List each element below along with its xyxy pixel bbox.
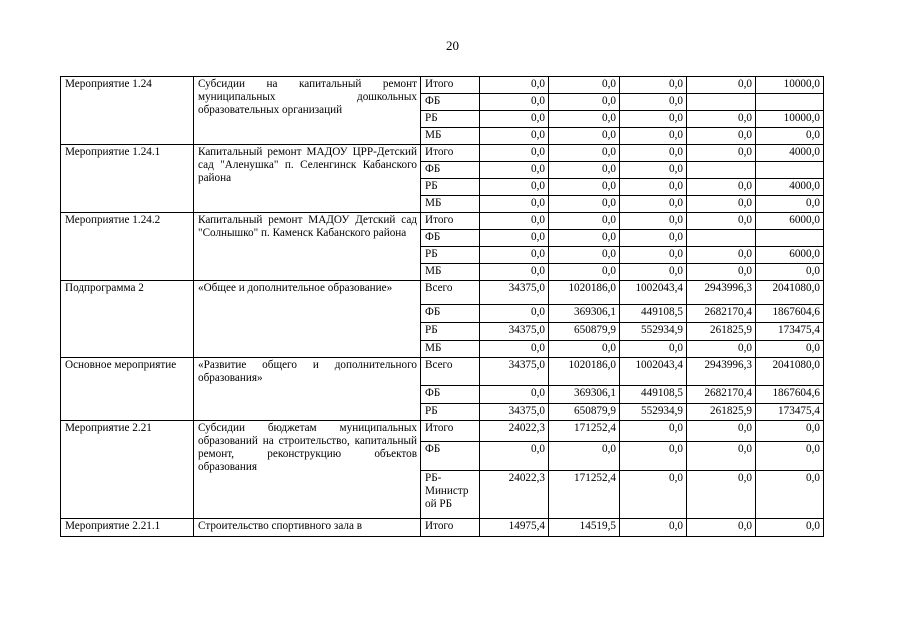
amount-cell: 0,0: [756, 421, 824, 442]
amount-cell: 0,0: [756, 128, 824, 145]
amount-cell: 0,0: [687, 179, 756, 196]
amount-cell: 10000,0: [756, 77, 824, 94]
amount-cell: 0,0: [687, 247, 756, 264]
amount-cell: 2682170,4: [687, 305, 756, 323]
amount-cell: 0,0: [549, 145, 620, 162]
amount-cell: 0,0: [549, 128, 620, 145]
amount-cell: 0,0: [620, 128, 687, 145]
amount-cell: 0,0: [549, 264, 620, 281]
amount-cell: 34375,0: [480, 358, 549, 386]
amount-cell: 0,0: [620, 471, 687, 519]
amount-cell: 0,0: [687, 128, 756, 145]
amount-cell: 0,0: [687, 111, 756, 128]
table-row: [61, 358, 824, 386]
amount-cell: 24022,3: [480, 471, 549, 519]
amount-cell: 0,0: [549, 213, 620, 230]
amount-cell: 0,0: [480, 111, 549, 128]
amount-cell: 1020186,0: [549, 358, 620, 386]
amount-cell: 449108,5: [620, 305, 687, 323]
amount-cell: 261825,9: [687, 404, 756, 421]
amount-cell: 0,0: [549, 77, 620, 94]
amount-cell: 0,0: [620, 179, 687, 196]
activity-description: Субсидии на капитальный ремонт муниципальных дошкольных образовательных организаций: [194, 77, 421, 145]
amount-cell: 0,0: [620, 442, 687, 471]
amount-cell: 0,0: [620, 341, 687, 358]
activity-description: Капитальный ремонт МАДОУ Детский сад "Солнышко" п. Каменск Кабанского района: [194, 213, 421, 281]
amount-cell: 552934,9: [620, 404, 687, 421]
amount-cell: 34375,0: [480, 323, 549, 341]
amount-cell: 10000,0: [756, 111, 824, 128]
amount-cell: 0,0: [480, 386, 549, 404]
amount-cell: 0,0: [480, 128, 549, 145]
amount-cell: 0,0: [620, 247, 687, 264]
funding-source: ФБ: [421, 94, 480, 111]
amount-cell: 0,0: [549, 162, 620, 179]
funding-source: Итого: [421, 77, 480, 94]
amount-cell: 0,0: [756, 471, 824, 519]
amount-cell: 0,0: [480, 196, 549, 213]
amount-cell: 0,0: [480, 94, 549, 111]
amount-cell: 0,0: [549, 247, 620, 264]
amount-cell: 0,0: [480, 213, 549, 230]
amount-cell: [756, 162, 824, 179]
amount-cell: [756, 230, 824, 247]
amount-cell: 0,0: [620, 94, 687, 111]
activity-description: «Общее и дополнительное образование»: [194, 281, 421, 358]
funding-source: Итого: [421, 519, 480, 537]
funding-source: Всего: [421, 281, 480, 305]
funding-source: МБ: [421, 264, 480, 281]
amount-cell: 0,0: [687, 519, 756, 537]
amount-cell: 0,0: [549, 179, 620, 196]
amount-cell: 14975,4: [480, 519, 549, 537]
amount-cell: 1002043,4: [620, 358, 687, 386]
page-number: 20: [446, 38, 459, 53]
amount-cell: 1867604,6: [756, 386, 824, 404]
amount-cell: [756, 94, 824, 111]
amount-cell: 0,0: [549, 230, 620, 247]
amount-cell: 0,0: [480, 230, 549, 247]
amount-cell: 0,0: [549, 111, 620, 128]
table-row: [61, 213, 824, 230]
activity-name: Мероприятие 1.24.2: [61, 213, 194, 281]
funding-source: РБ: [421, 323, 480, 341]
funding-source: РБ: [421, 247, 480, 264]
amount-cell: 0,0: [480, 341, 549, 358]
amount-cell: 171252,4: [549, 421, 620, 442]
amount-cell: 2943996,3: [687, 281, 756, 305]
funding-source: МБ: [421, 341, 480, 358]
activity-name: Основное мероприятие: [61, 358, 194, 421]
amount-cell: 0,0: [620, 145, 687, 162]
amount-cell: 1020186,0: [549, 281, 620, 305]
funding-source: Всего: [421, 358, 480, 386]
amount-cell: 0,0: [756, 519, 824, 537]
amount-cell: 0,0: [687, 196, 756, 213]
amount-cell: 171252,4: [549, 471, 620, 519]
amount-cell: 0,0: [480, 305, 549, 323]
amount-cell: 0,0: [549, 442, 620, 471]
amount-cell: 34375,0: [480, 404, 549, 421]
amount-cell: 2041080,0: [756, 358, 824, 386]
amount-cell: 0,0: [549, 196, 620, 213]
amount-cell: 0,0: [687, 264, 756, 281]
amount-cell: 0,0: [756, 264, 824, 281]
funding-source: РБ: [421, 404, 480, 421]
table-row: [61, 421, 824, 442]
amount-cell: 0,0: [620, 111, 687, 128]
amount-cell: 0,0: [480, 442, 549, 471]
amount-cell: 0,0: [756, 442, 824, 471]
amount-cell: [687, 162, 756, 179]
budget-table: [60, 76, 824, 537]
amount-cell: 0,0: [480, 145, 549, 162]
activity-description: «Развитие общего и дополнительного образования»: [194, 358, 421, 421]
funding-source: Итого: [421, 421, 480, 442]
amount-cell: 449108,5: [620, 386, 687, 404]
amount-cell: 0,0: [687, 442, 756, 471]
table-row: [61, 77, 824, 94]
activity-name: Мероприятие 1.24: [61, 77, 194, 145]
funding-source: МБ: [421, 196, 480, 213]
amount-cell: 24022,3: [480, 421, 549, 442]
amount-cell: 261825,9: [687, 323, 756, 341]
amount-cell: 4000,0: [756, 145, 824, 162]
amount-cell: 0,0: [480, 264, 549, 281]
amount-cell: 369306,1: [549, 386, 620, 404]
amount-cell: 1002043,4: [620, 281, 687, 305]
amount-cell: 34375,0: [480, 281, 549, 305]
activity-description: Строительство спортивного зала в: [194, 519, 421, 537]
funding-source: ФБ: [421, 386, 480, 404]
funding-source: Итого: [421, 145, 480, 162]
table-row: [61, 281, 824, 305]
amount-cell: 0,0: [620, 264, 687, 281]
activity-description: Субсидии бюджетам муниципальных образований на строительство, капитальный ремонт, реконструкцию объектов образования: [194, 421, 421, 519]
activity-name: Мероприятие 2.21.1: [61, 519, 194, 537]
amount-cell: 0,0: [549, 341, 620, 358]
amount-cell: 0,0: [687, 145, 756, 162]
amount-cell: 369306,1: [549, 305, 620, 323]
amount-cell: 0,0: [687, 421, 756, 442]
amount-cell: 173475,4: [756, 323, 824, 341]
amount-cell: 0,0: [480, 247, 549, 264]
amount-cell: 0,0: [480, 179, 549, 196]
funding-source: ФБ: [421, 162, 480, 179]
amount-cell: 0,0: [687, 341, 756, 358]
amount-cell: 0,0: [756, 196, 824, 213]
amount-cell: 650879,9: [549, 404, 620, 421]
table-row: [61, 145, 824, 162]
amount-cell: 0,0: [756, 341, 824, 358]
amount-cell: 2682170,4: [687, 386, 756, 404]
amount-cell: 0,0: [620, 213, 687, 230]
activity-description: Капитальный ремонт МАДОУ ЦРР-Детский сад "Аленушка" п. Селенгинск Кабанского района: [194, 145, 421, 213]
amount-cell: 0,0: [620, 77, 687, 94]
amount-cell: 4000,0: [756, 179, 824, 196]
amount-cell: 0,0: [480, 77, 549, 94]
amount-cell: [687, 94, 756, 111]
amount-cell: 0,0: [480, 162, 549, 179]
amount-cell: 0,0: [549, 94, 620, 111]
activity-name: Подпрограмма 2: [61, 281, 194, 358]
funding-source: РБ: [421, 111, 480, 128]
funding-source: ФБ: [421, 230, 480, 247]
amount-cell: 1867604,6: [756, 305, 824, 323]
table-row: [61, 519, 824, 537]
funding-source: РБ-Министр ой РБ: [421, 471, 480, 519]
amount-cell: 0,0: [620, 162, 687, 179]
activity-name: Мероприятие 1.24.1: [61, 145, 194, 213]
amount-cell: [687, 230, 756, 247]
amount-cell: 173475,4: [756, 404, 824, 421]
amount-cell: 14519,5: [549, 519, 620, 537]
funding-source: ФБ: [421, 442, 480, 471]
amount-cell: 0,0: [687, 77, 756, 94]
amount-cell: 650879,9: [549, 323, 620, 341]
funding-source: ФБ: [421, 305, 480, 323]
amount-cell: 2041080,0: [756, 281, 824, 305]
amount-cell: 552934,9: [620, 323, 687, 341]
funding-source: Итого: [421, 213, 480, 230]
amount-cell: 6000,0: [756, 247, 824, 264]
amount-cell: 0,0: [620, 421, 687, 442]
amount-cell: 6000,0: [756, 213, 824, 230]
amount-cell: 0,0: [620, 519, 687, 537]
amount-cell: 0,0: [687, 213, 756, 230]
funding-source: РБ: [421, 179, 480, 196]
amount-cell: 0,0: [620, 230, 687, 247]
funding-source: МБ: [421, 128, 480, 145]
amount-cell: 0,0: [620, 196, 687, 213]
amount-cell: 2943996,3: [687, 358, 756, 386]
activity-name: Мероприятие 2.21: [61, 421, 194, 519]
amount-cell: 0,0: [687, 471, 756, 519]
